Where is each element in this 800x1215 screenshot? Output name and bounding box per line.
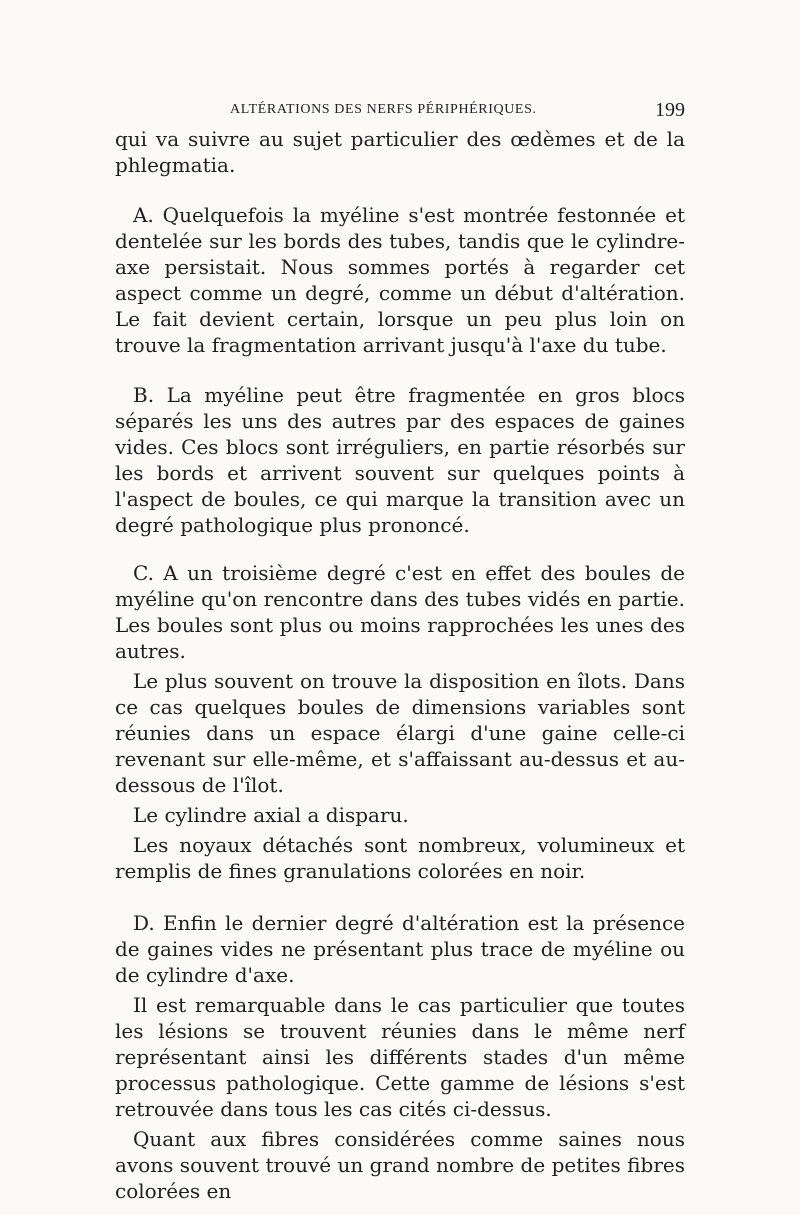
paragraph-cylindre-axial: Le cylindre axial a disparu. <box>133 803 409 827</box>
page-number: 199 <box>655 99 685 121</box>
running-title: ALTÉRATIONS DES NERFS PÉRIPHÉRIQUES. <box>230 102 537 117</box>
paragraph-continuation: qui va suivre au sujet particulier des œdèmes et de la phlegmatia. <box>115 127 685 177</box>
paragraph-a: A. Quelquefois la myéline s'est montrée festonnée et dentelée sur les bords des tubes, tandis que le cylindre-axe persistait. Nous sommes portés à regarder cet aspect comme un degré, comme un début d'altération. Le fait devient certain, lorsque un peu plus loin on trouve la fragmentation arrivant jusqu'à l'axe du tube. <box>115 203 685 357</box>
paragraph-c: C. A un troisième degré c'est en effet des boules de myéline qu'on rencontre dans des tubes vidés en partie. Les boules sont plus ou moins rapprochées les unes des autres. <box>115 561 685 663</box>
paragraph-b: B. La myéline peut être fragmentée en gros blocs séparés les uns des autres par des espaces de gaines vides. Ces blocs sont irréguliers, en partie résorbés sur les bords et arrivent souvent sur quelques points à l'aspect de boules, ce qui marque la transition avec un degré pathologique plus prononcé. <box>115 383 685 537</box>
paragraph-d: D. Enfin le dernier degré d'altération est la présence de gaines vides ne présentant plus trace de myéline ou de cylindre d'axe. <box>115 911 685 987</box>
paragraph-ilots: Le plus souvent on trouve la disposition en îlots. Dans ce cas quelques boules de dimensions variables sont réunies dans un espace élargi d'une gaine celle-ci revenant sur elle-même, et s'affaissant au-dessus et au-dessous de l'îlot. <box>115 669 685 797</box>
paragraph-noyaux: Les noyaux détachés sont nombreux, volumineux et remplis de fines granulations colorées en noir. <box>115 833 685 883</box>
paragraph-gamme-lesions: Il est remarquable dans le cas particulier que toutes les lésions se trouvent réunies dans le même nerf représentant ainsi les différents stades d'un même processus pathologique. Cette gamme de lésions s'est retrouvée dans tous les cas cités ci-dessus. <box>115 993 685 1121</box>
body-text <box>115 126 685 1204</box>
running-header <box>230 100 685 124</box>
paragraph-fibres-saines: Quant aux fibres considérées comme saines nous avons souvent trouvé un grand nombre de petites fibres colorées en <box>115 1127 685 1203</box>
